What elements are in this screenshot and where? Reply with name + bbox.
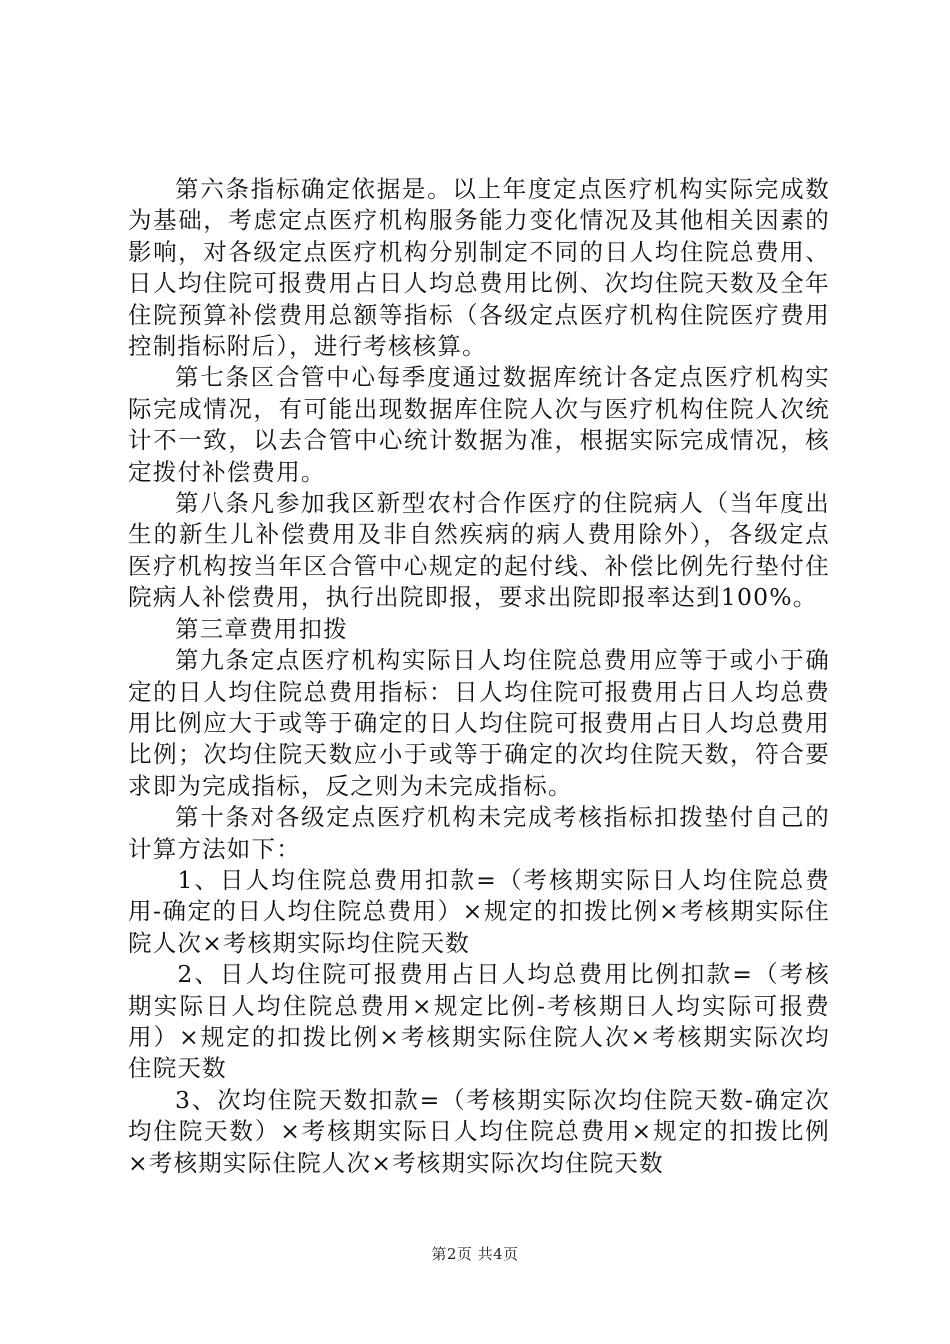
- formula-item-3: 3、次均住院天数扣款=（考核期实际次均住院天数-确定次均住院天数）×考核期实际日人均住院总费用×规定的扣拨比例×考核期实际住院人次×考核期实际次均住院天数: [128, 1085, 830, 1177]
- document-body: [128, 174, 830, 1179]
- article-8-paragraph: 第八条凡参加我区新型农村合作医疗的住院病人（当年度出生的新生儿补偿费用及非自然疾病的病人费用除外），各级定点医疗机构按当年区合管中心规定的起付线、补偿比例先行垫付住院病人补偿费用，执行出院即报，要求出院即报率达到100%。: [128, 489, 830, 612]
- article-6-paragraph: 第六条指标确定依据是。以上年度定点医疗机构实际完成数为基础，考虑定点医疗机构服务能力变化情况及其他相关因素的影响，对各级定点医疗机构分别制定不同的日人均住院总费用、日人均住院可报费用占日人均总费用比例、次均住院天数及全年住院预算补偿费用总额等指标（各级定点医疗机构住院医疗费用控制指标附后），进行考核核算。: [128, 175, 830, 361]
- article-7-paragraph: 第七条区合管中心每季度通过数据库统计各定点医疗机构实际完成情况，有可能出现数据库住院人次与医疗机构住院人次统计不一致，以去合管中心统计数据为准，根据实际完成情况，核定拨付补偿费用。: [128, 363, 830, 486]
- article-9-paragraph: 第九条定点医疗机构实际日人均住院总费用应等于或小于确定的日人均住院总费用指标：日人均住院可报费用占日人均总费用比例应大于或等于确定的日人均住院可报费用占日人均总费用比例；次均住院天数应小于或等于确定的次均住院天数，符合要求即为完成指标，反之则为未完成指标。: [128, 646, 830, 800]
- article-10-paragraph: 第十条对各级定点医疗机构未完成考核指标扣拨垫付自己的计算方法如下：: [128, 803, 830, 863]
- formula-item-1: 1、日人均住院总费用扣款=（考核期实际日人均住院总费用-确定的日人均住院总费用）×规定的扣拨比例×考核期实际住院人次×考核期实际均住院天数: [128, 865, 830, 957]
- chapter-3-heading: 第三章费用扣拨: [175, 614, 348, 643]
- formula-item-2: 2、日人均住院可报费用占日人均总费用比例扣款=（考核期实际日人均住院总费用×规定比例-考核期日人均实际可报费用）×规定的扣拨比例×考核期实际住院人次×考核期实际次均住院天数: [128, 960, 830, 1083]
- page-footer: 第2页 共4页: [431, 1245, 519, 1263]
